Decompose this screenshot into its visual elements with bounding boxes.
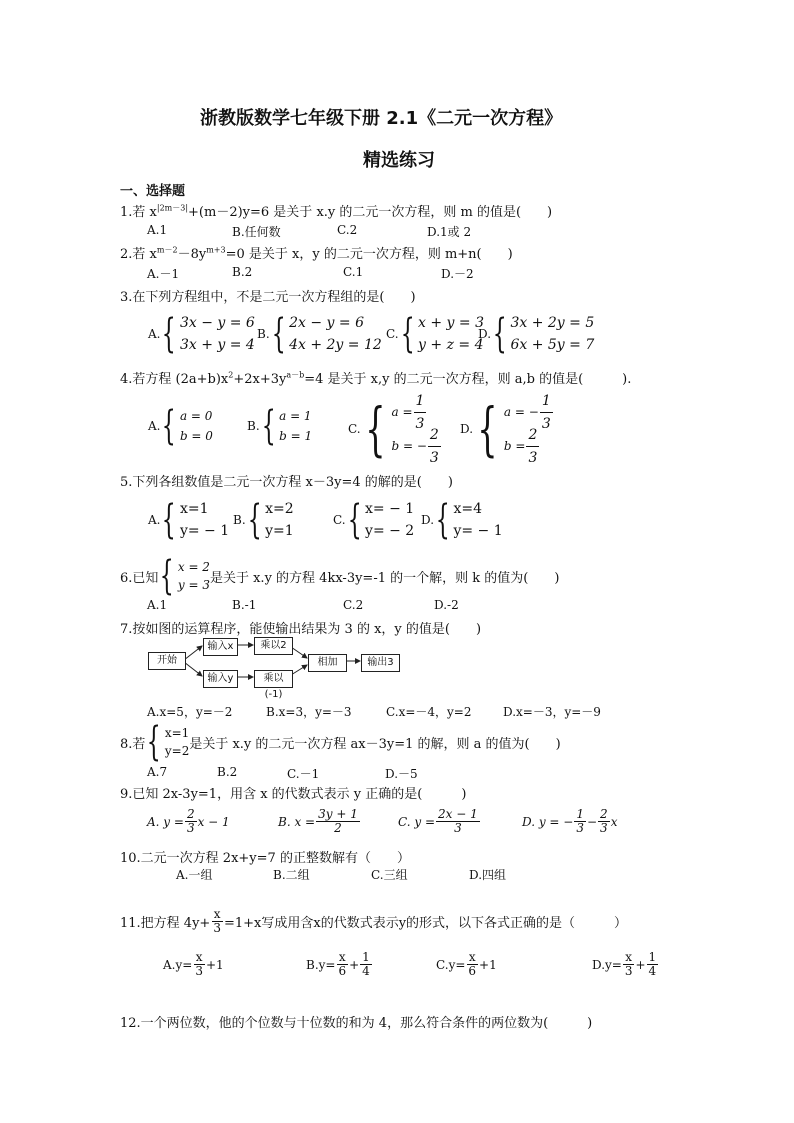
question-4: 4.若方程 $(2a+b)x^2+2x+3y^{a-b}=4$ 是关于 x,y 的二元一次方程，则 a,b 的值是( ).: [120, 370, 632, 387]
q4-option-a: A. { a = 0 b = 0: [148, 403, 213, 449]
flow-input-x: 输入x: [203, 638, 238, 656]
question-1: 1.若 $x^{|2m-3|}+(m-2)y=6$ 是关于 x.y 的二元一次方程，则 m 的值是( ): [120, 203, 553, 220]
q8-option-a: A.7: [147, 765, 168, 779]
question-11: 11.把方程 4y+ $\frac{x}{3}$ =1+x写成用含x的代数式表示y的形式，以下各式正确的是（ ）: [120, 907, 628, 935]
q7-option-a: A.x=5，y=－2: [147, 705, 233, 719]
q2-option-d: D.－2: [441, 267, 474, 281]
q9-option-a: A. y = $\frac{2}{3}$ x − 1: [147, 807, 230, 835]
q5-option-c: C. { x= − 1 y= − 2: [333, 497, 415, 543]
q6-option-d: D.-2: [434, 598, 459, 612]
q4-option-c: C. { a = $\frac{1}{3}$ b = − $\frac{2}{3}$: [348, 395, 442, 463]
q3-option-d: D. { 3x + 2y = 5 6x + 5y = 7: [478, 311, 595, 357]
q8-option-d: D.－5: [385, 767, 418, 781]
flow-multiply-2: 乘以2: [254, 637, 293, 655]
q6-option-c: C.2: [343, 598, 364, 612]
q11-option-c: C.y= $\frac{x}{6}$ +1: [436, 950, 497, 978]
q10-option-d: D.四组: [469, 868, 507, 882]
q6-option-a: A.1: [147, 598, 168, 612]
q10-option-a: A.一组: [176, 868, 213, 882]
q1-option-a: A.1: [147, 223, 168, 237]
q9-option-c: C. y = $\frac{2x - 1}{3}$: [398, 807, 478, 835]
q3-option-c: C. { x + y = 3 y + z = 4: [386, 311, 485, 357]
q10-option-b: B.二组: [273, 868, 310, 882]
section-heading: 一、选择题: [120, 184, 186, 199]
flow-input-y: 输入y: [203, 670, 238, 688]
q10-option-c: C.三组: [371, 868, 408, 882]
q2-option-b: B.2: [232, 265, 253, 279]
q4-option-b: B. { a = 1 b = 1: [247, 403, 313, 449]
page-subtitle: 精选练习: [363, 150, 435, 171]
q5-option-d: D. { x=4 y= − 1: [421, 497, 503, 543]
q7-option-c: C.x=－4，y=2: [386, 705, 472, 719]
q9-option-d: D. y = − $\frac{1}{3}$ − $\frac{2}{3}$ x: [522, 807, 618, 835]
q6-option-b: B.-1: [232, 598, 257, 612]
q7-option-d: D.x=－3，y=－9: [503, 705, 601, 719]
q5-option-b: B. { x=2 y=1: [233, 497, 294, 543]
question-3: 3.在下列方程组中，不是二元一次方程组的是( ): [120, 290, 416, 305]
question-10: 10.二元一次方程 2x+y=7 的正整数解有（ ）: [120, 851, 410, 866]
question-12: 12.一个两位数，他的个位数与十位数的和为 4，那么符合条件的两位数为( ): [120, 1016, 593, 1031]
question-5: 5.下列各组数值是二元一次方程 x－3y=4 的解的是( ): [120, 475, 453, 490]
flow-output: 输出3: [361, 654, 400, 672]
q11-option-d: D.y= $\frac{x}{3}$ + $\frac{1}{4}$: [592, 950, 657, 978]
q1-option-c: C.2: [337, 223, 358, 237]
question-8: 8.若 { x=1 y=2 是关于 x.y 的二元一次方程 ax－3y=1 的解，则 a 的值为( ): [120, 719, 561, 765]
q8-option-c: C.－1: [287, 767, 320, 781]
q1-option-b: B.任何数: [232, 225, 281, 239]
q4-option-d: D. { a = − $\frac{1}{3}$ b = $\frac{2}{3}$: [460, 395, 554, 463]
page-title: 浙教版数学七年级下册 2.1《二元一次方程》: [200, 108, 563, 129]
q9-option-b: B. x = $\frac{3y + 1}{2}$: [278, 807, 358, 835]
q11-option-b: B.y= $\frac{x}{6}$ + $\frac{1}{4}$: [306, 950, 370, 978]
q8-option-b: B.2: [217, 765, 238, 779]
question-7: 7.按如图的运算程序，能使输出结果为 3 的 x，y 的值是( ): [120, 622, 482, 637]
question-2: 2.若 $x^{m-2}-8y^{m+3}=0$ 是关于 x，y 的二元一次方程，则 m+n( ): [120, 245, 513, 262]
q3-option-a: A. { 3x − y = 6 3x + y = 4: [148, 311, 255, 357]
question-9: 9.已知 2x-3y=1，用含 x 的代数式表示 y 正确的是( ): [120, 787, 467, 802]
q7-option-b: B.x=3，y=－3: [266, 705, 352, 719]
q2-option-a: A.－1: [147, 267, 180, 281]
q3-option-b: B. { 2x − y = 6 4x + 2y = 12: [257, 311, 382, 357]
q11-option-a: A.y= $\frac{x}{3}$ +1: [163, 950, 224, 978]
flow-multiply-neg1: 乘以(-1): [254, 670, 293, 688]
flow-add: 相加: [308, 654, 347, 672]
flow-start: 开始: [148, 652, 186, 670]
question-6: 6.已知 { x = 2 y = 3 是关于 x.y 的方程 4kx-3y=-1 的一个解，则 k 的值为( ): [120, 553, 560, 599]
q1-option-d: D.1或 2: [427, 225, 472, 239]
q2-option-c: C.1: [343, 265, 364, 279]
q5-option-a: A. { x=1 y= − 1: [148, 497, 230, 543]
